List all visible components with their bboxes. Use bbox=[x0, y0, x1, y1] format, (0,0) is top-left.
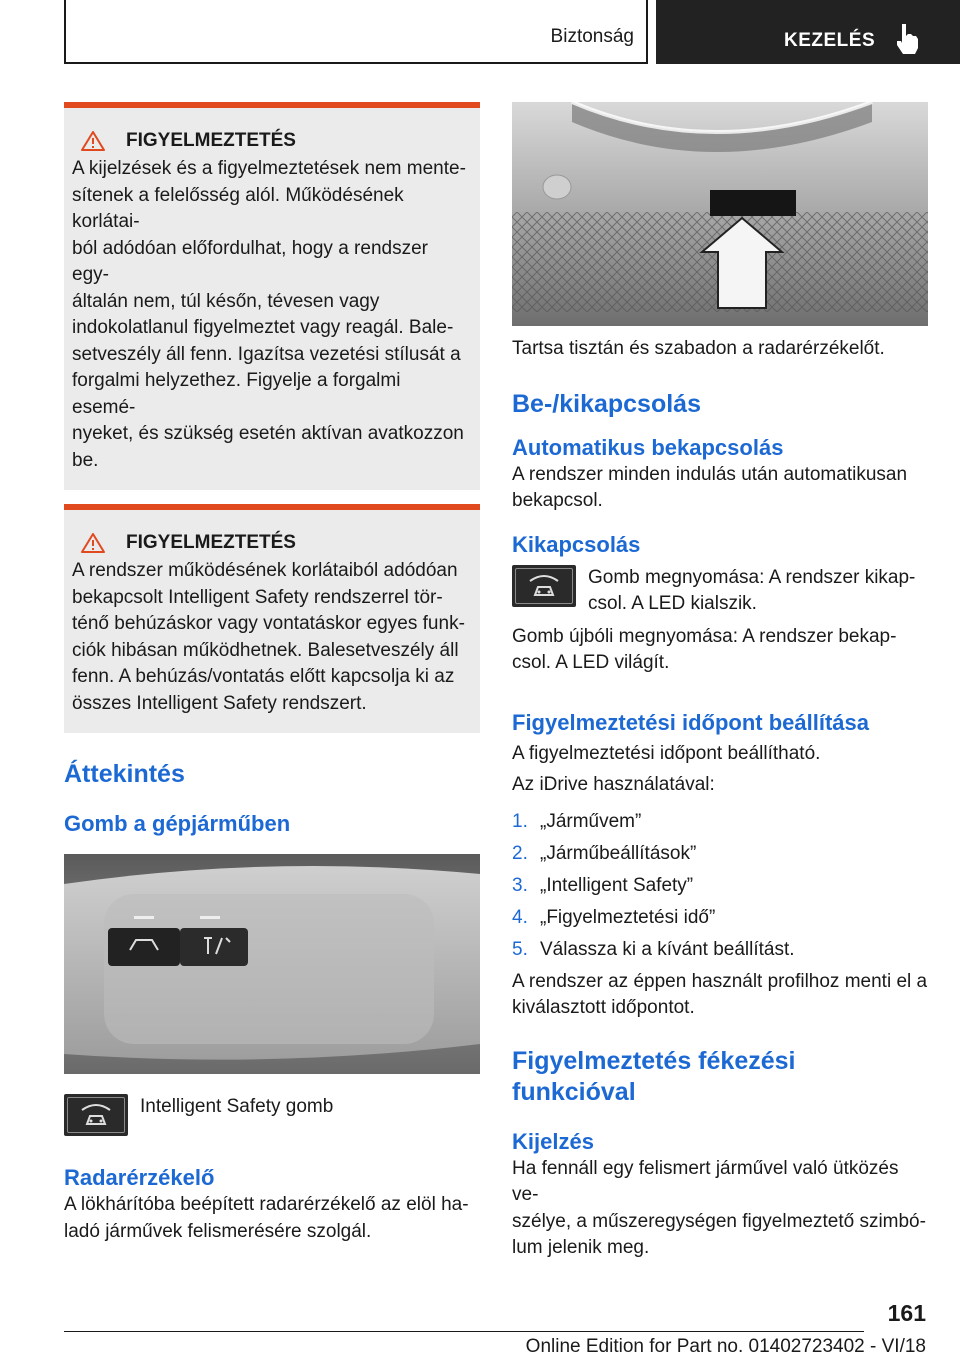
time-heading: Figyelmeztetési időpont beállítása bbox=[512, 709, 869, 735]
step-text: „Figyelmeztetési idő” bbox=[540, 906, 716, 928]
footer-divider bbox=[64, 1331, 864, 1332]
display-heading: Kijelzés bbox=[512, 1128, 594, 1154]
warning-line: A kijelzések és a figyelmeztetések nem mente- bbox=[72, 158, 466, 179]
radar-line: A lökhárítóba beépített radarérzékelő az elöl ha- bbox=[64, 1194, 469, 1215]
left-column bbox=[64, 102, 480, 1245]
list-item bbox=[512, 841, 928, 868]
step-number: 3. bbox=[512, 874, 528, 896]
car-warning-icon bbox=[78, 1102, 114, 1128]
button-heading: Gomb a gépjárműben bbox=[64, 811, 291, 836]
warning-text-1 bbox=[72, 156, 466, 474]
warning-line: setveszély áll fenn. Igazítsa vezetési stílusát a bbox=[72, 343, 461, 365]
header-section-box bbox=[64, 0, 648, 64]
warning-line: indokolatlanul figyelmeztet vagy reagál. Bale- bbox=[72, 317, 454, 338]
profile-line: kiválasztott időpontot. bbox=[512, 997, 695, 1018]
warning-line: A rendszer működésének korlátaiból adódóan bbox=[72, 560, 458, 581]
right-column bbox=[512, 102, 928, 1262]
step-text: „Intelligent Safety” bbox=[540, 874, 694, 896]
radar-text bbox=[64, 1192, 480, 1245]
step-text: Válassza ki a kívánt beállítást. bbox=[540, 938, 795, 960]
warning-line: ténő behúzáskor vagy vontatáskor egyes funk- bbox=[72, 613, 465, 634]
intelligent-safety-button-icon bbox=[512, 565, 576, 607]
warning-line: ciók hibásan működhetnek. Balesetveszély áll bbox=[72, 639, 459, 661]
off-row bbox=[512, 565, 928, 618]
header-chapter-box bbox=[656, 0, 960, 64]
warning-triangle-icon bbox=[80, 130, 106, 152]
list-item bbox=[512, 873, 928, 900]
brake-heading-line: Figyelmeztetés fékezési bbox=[512, 1046, 796, 1075]
off-line: Gomb megnyomása: A rendszer kikap- bbox=[588, 566, 916, 588]
hand-pointer-icon bbox=[894, 22, 920, 56]
warning-line: fenn. A behúzás/vontatás előtt kapcsolja ki az bbox=[72, 666, 455, 687]
display-line: Ha fennáll egy felismert járművel való ütközés ve- bbox=[512, 1157, 899, 1205]
onoff-heading: Be-/kikapcsolás bbox=[512, 389, 701, 418]
step-text: „Járműbeállítások” bbox=[540, 842, 697, 864]
intelligent-safety-button-icon bbox=[64, 1094, 128, 1136]
brake-heading-line: funkcióval bbox=[512, 1077, 636, 1106]
time-text-2: Az iDrive használatával: bbox=[512, 774, 715, 795]
step-number: 4. bbox=[512, 906, 528, 928]
off-line: csol. A LED kialszik. bbox=[588, 593, 757, 614]
auto-line: bekapcsol. bbox=[512, 490, 603, 511]
button-caption: Intelligent Safety gomb bbox=[140, 1096, 334, 1117]
warning-line: általán nem, túl későn, tévesen vagy bbox=[72, 290, 380, 312]
list-item bbox=[512, 905, 928, 932]
radar-heading: Radarérzékelő bbox=[64, 1165, 215, 1190]
overview-heading: Áttekintés bbox=[64, 760, 185, 788]
footer-edition: Online Edition for Part no. 01402723402 - VI/18 bbox=[525, 1336, 926, 1357]
header-chapter-label: KEZELÉS bbox=[784, 30, 876, 51]
auto-heading: Automatikus bekapcsolás bbox=[512, 434, 784, 460]
car-warning-icon bbox=[526, 573, 562, 599]
warning-line: nyeket, és szükség esetén aktívan avatkozzon bbox=[72, 423, 464, 444]
warning-line: be. bbox=[72, 449, 99, 471]
button-panel-photo bbox=[64, 854, 480, 1074]
auto-text bbox=[512, 462, 928, 515]
on-again-text bbox=[512, 624, 928, 677]
radar-sensor-photo bbox=[512, 102, 928, 326]
warning-line: ból adódóan előfordulhat, hogy a rendszer egy- bbox=[72, 237, 428, 285]
header-section-label: Biztonság bbox=[550, 26, 634, 47]
warning-text-2 bbox=[72, 558, 466, 717]
step-number: 2. bbox=[512, 842, 528, 864]
warning-title-2: FIGYELMEZTETÉS bbox=[126, 532, 296, 553]
step-text: „Járművem” bbox=[540, 810, 642, 832]
off-heading: Kikapcsolás bbox=[512, 531, 641, 557]
radar-line: ladó járművek felismerésére szolgál. bbox=[64, 1220, 372, 1242]
warning-title-1: FIGYELMEZTETÉS bbox=[126, 130, 296, 151]
on-again-line: Gomb újbóli megnyomása: A rendszer bekap- bbox=[512, 625, 897, 647]
warning-triangle-icon bbox=[80, 532, 106, 554]
warning-box-1 bbox=[64, 102, 480, 490]
display-line: szélye, a műszeregységen figyelmeztető szimbó- bbox=[512, 1210, 926, 1232]
profile-line: A rendszer az éppen használt profilhoz menti el a bbox=[512, 970, 928, 992]
list-item bbox=[512, 809, 928, 836]
steps-list bbox=[512, 809, 928, 964]
warning-line: sítenek a felelősség alól. Működésének korlátai- bbox=[72, 184, 404, 232]
brake-heading bbox=[512, 1046, 928, 1108]
radar-photo-caption: Tartsa tisztán és szabadon a radarérzékelőt. bbox=[512, 338, 885, 359]
profile-text bbox=[512, 969, 928, 1022]
list-item bbox=[512, 937, 928, 964]
off-text bbox=[588, 565, 915, 618]
warning-box-2 bbox=[64, 504, 480, 733]
step-number: 1. bbox=[512, 810, 528, 832]
step-number: 5. bbox=[512, 938, 528, 960]
page-number: 161 bbox=[887, 1300, 926, 1326]
display-text bbox=[512, 1156, 928, 1262]
warning-line: bekapcsolt Intelligent Safety rendszerrel tör- bbox=[72, 586, 443, 608]
warning-line: forgalmi helyzethez. Figyelje a forgalmi esemé- bbox=[72, 370, 401, 418]
warning-line: összes Intelligent Safety rendszert. bbox=[72, 692, 367, 714]
button-caption-row bbox=[64, 1094, 480, 1136]
button-panel-illustration bbox=[64, 854, 480, 1074]
time-text-1: A figyelmeztetési időpont beállítható. bbox=[512, 742, 821, 764]
radar-sensor-illustration bbox=[512, 102, 928, 326]
display-line: lum jelenik meg. bbox=[512, 1237, 650, 1258]
on-again-line: csol. A LED világít. bbox=[512, 652, 670, 673]
auto-line: A rendszer minden indulás után automatikusan bbox=[512, 463, 908, 485]
